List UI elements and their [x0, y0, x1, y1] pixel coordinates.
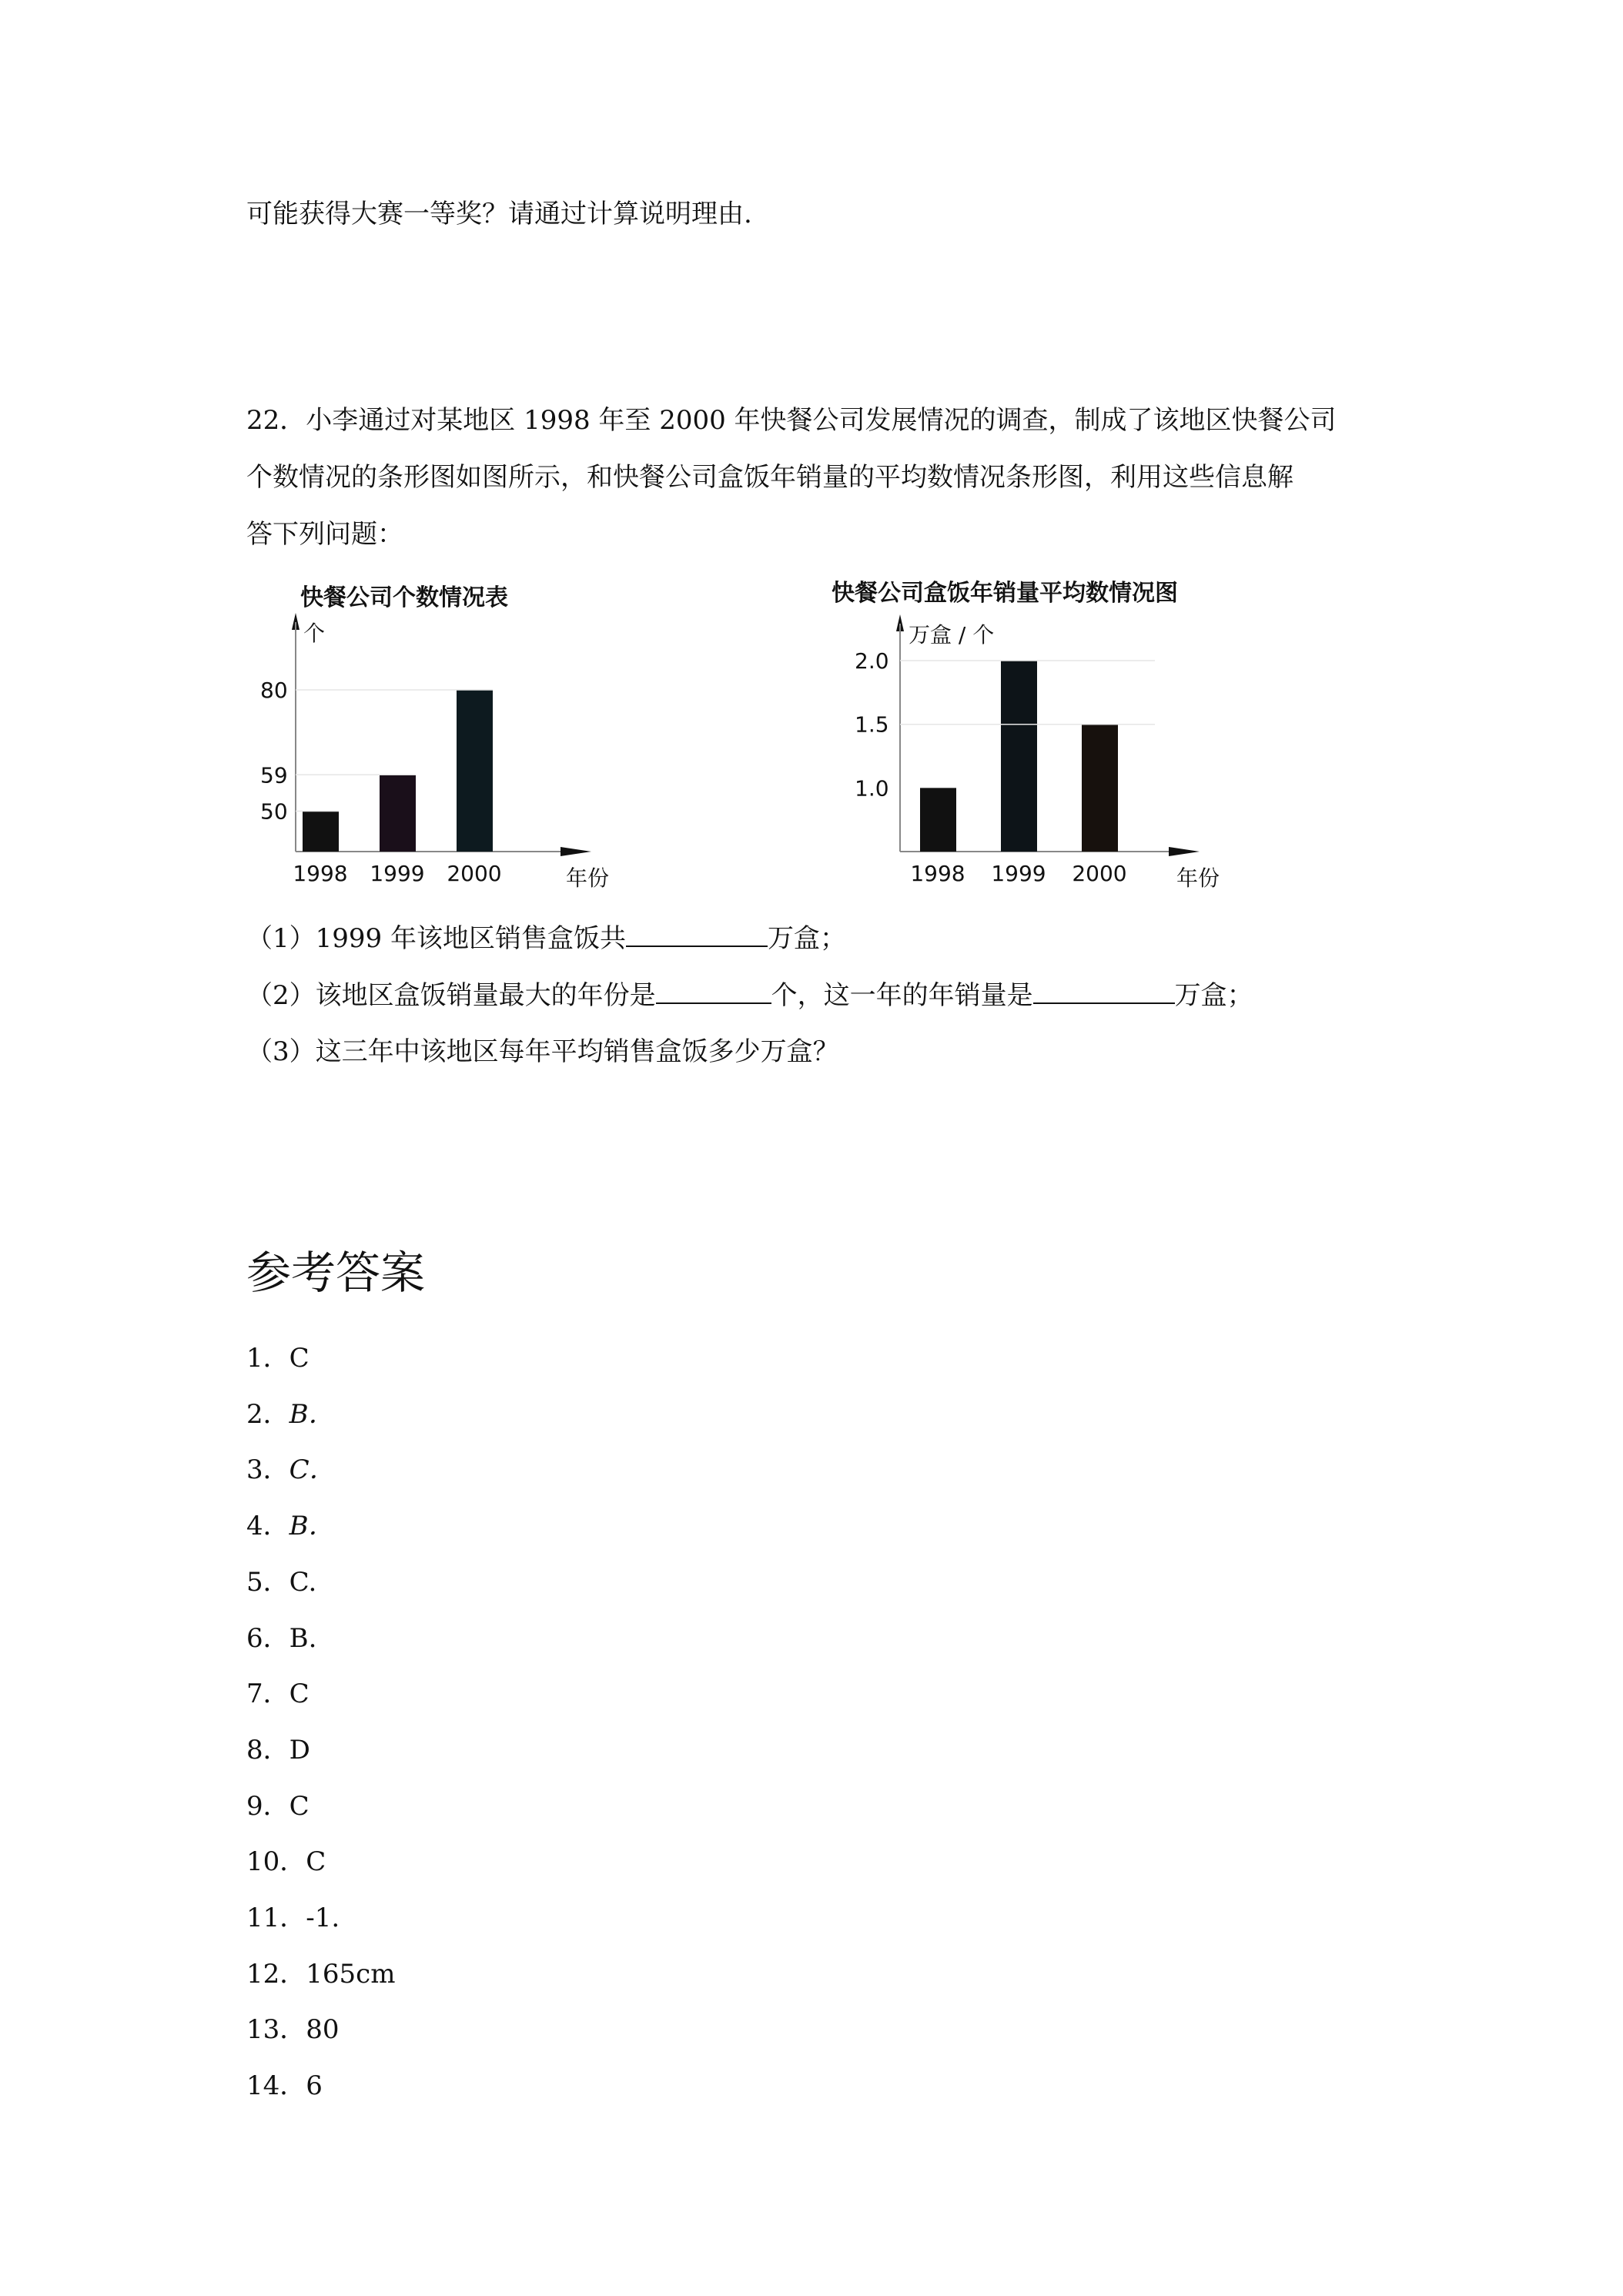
answer-number: 9．	[246, 1791, 289, 1822]
q1-suffix: 万盒；	[767, 923, 846, 954]
problem-line-1: 22．小李通过对某地区 1998 年至 2000 年快餐公司发展情况的调查，制成了该地区快餐公司	[246, 405, 1337, 436]
answer-number: 11．	[246, 1903, 306, 1933]
bar	[457, 690, 493, 852]
x-axis-label: 年份	[1176, 865, 1220, 891]
q2-year-blank[interactable]	[656, 979, 771, 1004]
answer-item	[246, 2014, 340, 2045]
answer-text: C	[306, 1846, 326, 1877]
answer-item	[246, 1678, 310, 1709]
answer-item	[246, 1511, 335, 1541]
y-tick-label: 1.0	[855, 775, 889, 802]
answer-item	[246, 1623, 316, 1654]
answer-text: C.	[289, 1567, 317, 1598]
q2-prefix: （2）该地区盒饭销量最大的年份是	[246, 980, 656, 1011]
answer-item	[246, 1735, 310, 1766]
y-tick-label: 80	[260, 678, 288, 703]
q2-sales-blank[interactable]	[1033, 979, 1175, 1004]
bar	[303, 812, 339, 852]
y-tick-label: 59	[260, 762, 288, 788]
answer-number: 12．	[246, 1959, 306, 1990]
answer-item	[246, 1399, 335, 1430]
x-tick-label: 2000	[447, 861, 502, 886]
x-tick-label: 1998	[293, 861, 348, 886]
answer-number: 14．	[246, 2070, 306, 2101]
answer-item	[246, 1846, 326, 1877]
x-tick-label: 1999	[991, 861, 1046, 886]
answer-item	[246, 1791, 310, 1822]
continuation-line: 可能获得大赛一等奖？请通过计算说明理由.	[246, 199, 752, 229]
y-tick-label: 50	[260, 798, 288, 825]
answer-text: D	[289, 1735, 310, 1766]
answer-number: 13．	[246, 2014, 306, 2045]
q1-answer-blank[interactable]	[626, 922, 768, 947]
chart-title: 快餐公司盒饭年销量平均数情况图	[832, 580, 1178, 607]
answer-number: 5．	[246, 1567, 289, 1598]
question-1	[246, 922, 846, 954]
answer-item	[246, 1454, 336, 1485]
answer-item	[246, 1903, 340, 1933]
bar	[380, 775, 416, 852]
y-axis-label: 个	[303, 621, 326, 646]
answer-text: C．	[289, 1454, 336, 1485]
answer-text: C	[289, 1343, 310, 1374]
answer-number: 8．	[246, 1735, 289, 1766]
y-tick-label: 1.5	[855, 711, 889, 738]
x-axis-arrow	[1169, 847, 1200, 856]
answer-text: B．	[289, 1511, 335, 1541]
chart-company-count	[254, 576, 654, 899]
y-axis-label: 万盒 / 个	[909, 622, 995, 648]
answers-heading: 参考答案	[246, 1247, 426, 1299]
answer-text: C	[289, 1791, 310, 1822]
answer-number: 1．	[246, 1343, 289, 1374]
answer-number: 10．	[246, 1846, 306, 1877]
answer-number: 7．	[246, 1678, 289, 1709]
answer-number: 2．	[246, 1399, 289, 1430]
q2-suffix: 万盒；	[1174, 980, 1253, 1011]
answer-item	[246, 1343, 310, 1374]
answer-number: 3．	[246, 1454, 289, 1485]
question-2	[246, 979, 1253, 1011]
answer-number: 4．	[246, 1511, 289, 1541]
answer-text: 6	[306, 2070, 323, 2101]
answer-item	[246, 1567, 316, 1598]
bar	[920, 788, 956, 852]
answer-text: 80	[306, 2014, 340, 2045]
y-tick-label: 2.0	[855, 648, 889, 674]
answer-item	[246, 2070, 323, 2101]
answer-number: 6．	[246, 1623, 289, 1654]
problem-line-3: 答下列问题：	[246, 519, 403, 550]
q2-middle: 个，这一年的年销量是	[771, 980, 1033, 1011]
answer-text: C	[289, 1678, 310, 1709]
answer-text: B.	[289, 1623, 317, 1654]
x-axis-arrow	[561, 847, 591, 856]
chart-lunchbox-sales	[832, 570, 1263, 901]
chart-title: 快餐公司个数情况表	[300, 584, 508, 611]
answer-item	[246, 1959, 395, 1990]
problem-line-2: 个数情况的条形图如图所示，和快餐公司盒饭年销量的平均数情况条形图，利用这些信息解	[246, 462, 1293, 493]
x-axis-label: 年份	[566, 865, 610, 891]
q1-prefix: （1）1999 年该地区销售盒饭共	[246, 923, 626, 954]
x-tick-label: 2000	[1072, 861, 1127, 886]
question-3: （3）这三年中该地区每年平均销售盒饭多少万盒？	[246, 1036, 839, 1067]
bar	[1001, 661, 1037, 852]
bar	[1082, 725, 1118, 852]
x-tick-label: 1998	[910, 861, 965, 886]
answer-text: 165cm	[306, 1959, 396, 1990]
answer-text: B．	[289, 1399, 335, 1430]
answer-text: -1.	[306, 1903, 340, 1933]
x-tick-label: 1999	[370, 861, 425, 886]
